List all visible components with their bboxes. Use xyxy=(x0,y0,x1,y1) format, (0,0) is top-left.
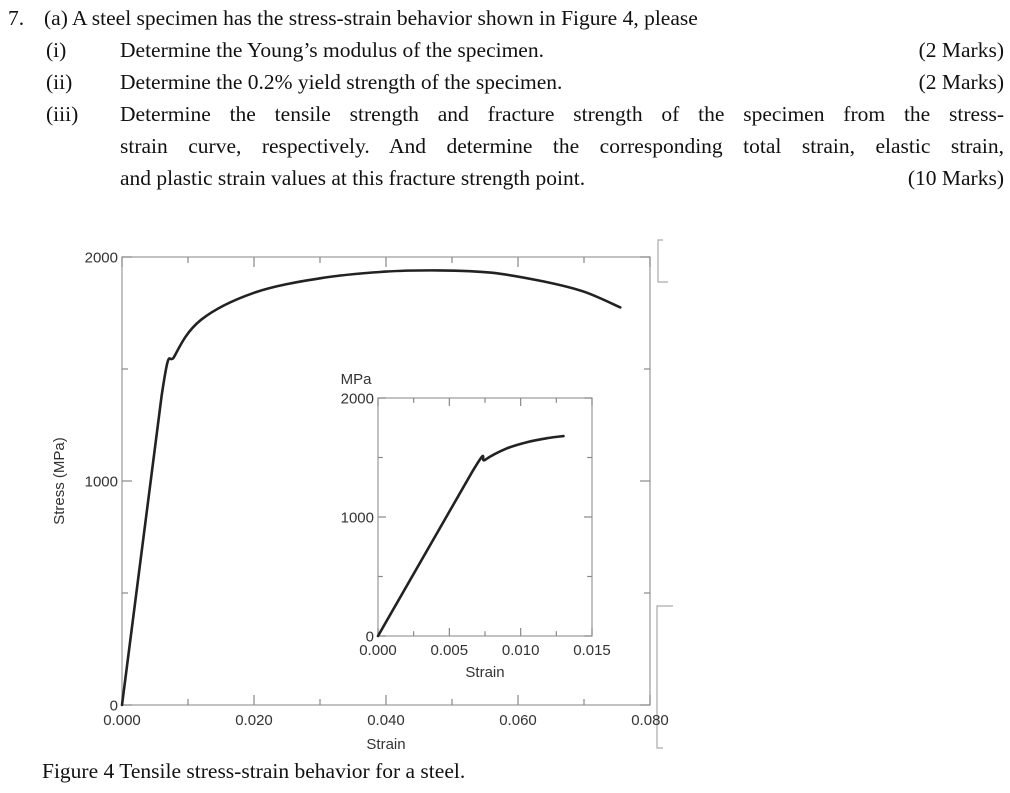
inset-x-tick-label: 0.010 xyxy=(501,642,540,659)
part-i-text: Determine the Young’s modulus of the specimen. xyxy=(120,38,544,62)
inset-y-tick-label: 1000 xyxy=(340,509,374,527)
main-x-tick-label: 0.060 xyxy=(499,712,537,729)
part-iii-text-line-1: Determine the tensile strength and fracture strength of the specimen from the stress- xyxy=(120,102,1004,126)
inset-x-axis-label: Strain xyxy=(465,664,505,681)
inset-x-tick-label: 0.000 xyxy=(359,642,397,659)
part-iii-marks: (10 Marks) xyxy=(907,166,1004,190)
question-number: 7. xyxy=(8,6,25,30)
part-iii-text-line-3: and plastic strain values at this fracture strength point. xyxy=(120,166,586,190)
figure-caption: Figure 4 Tensile stress-strain behavior for a steel. xyxy=(42,759,466,783)
main-x-tick-label: 0.020 xyxy=(235,712,273,729)
main-x-tick-label: 0.080 xyxy=(631,712,669,729)
part-iii-label: (iii) xyxy=(46,102,79,126)
inset-x-tick-label: 0.005 xyxy=(430,642,469,659)
question-intro: (a) A steel specimen has the stress-strain behavior shown in Figure 4, please xyxy=(44,6,698,30)
main-y-axis-label: Stress (MPa) xyxy=(51,437,68,525)
part-ii-label: (ii) xyxy=(46,70,73,94)
inset-y-tick-label: 0 xyxy=(365,628,374,646)
main-y-tick-label: 0 xyxy=(109,697,118,715)
part-ii-marks: (2 Marks) xyxy=(918,70,1004,94)
part-i-label: (i) xyxy=(46,38,67,62)
margin-bracket-top xyxy=(658,240,668,282)
part-iii-text-line-2: strain curve, respectively. And determine the corresponding total strain, elastic strain, xyxy=(120,134,1004,158)
inset-frame xyxy=(378,398,592,636)
part-ii-text: Determine the 0.2% yield strength of the specimen. xyxy=(120,70,563,94)
main-x-axis-label: Strain xyxy=(366,736,406,753)
inset-unit-label: MPa xyxy=(340,371,372,388)
main-y-tick-label: 1000 xyxy=(84,473,118,491)
inset-y-tick-label: 2000 xyxy=(340,390,374,408)
main-y-tick-label: 2000 xyxy=(84,249,118,267)
main-x-tick-label: 0.000 xyxy=(103,712,141,729)
part-i-marks: (2 Marks) xyxy=(918,38,1004,62)
inset-x-tick-label: 0.015 xyxy=(573,642,611,659)
main-x-tick-label: 0.040 xyxy=(367,712,405,729)
inset-chart xyxy=(341,371,611,681)
figure-decorations xyxy=(657,240,673,748)
